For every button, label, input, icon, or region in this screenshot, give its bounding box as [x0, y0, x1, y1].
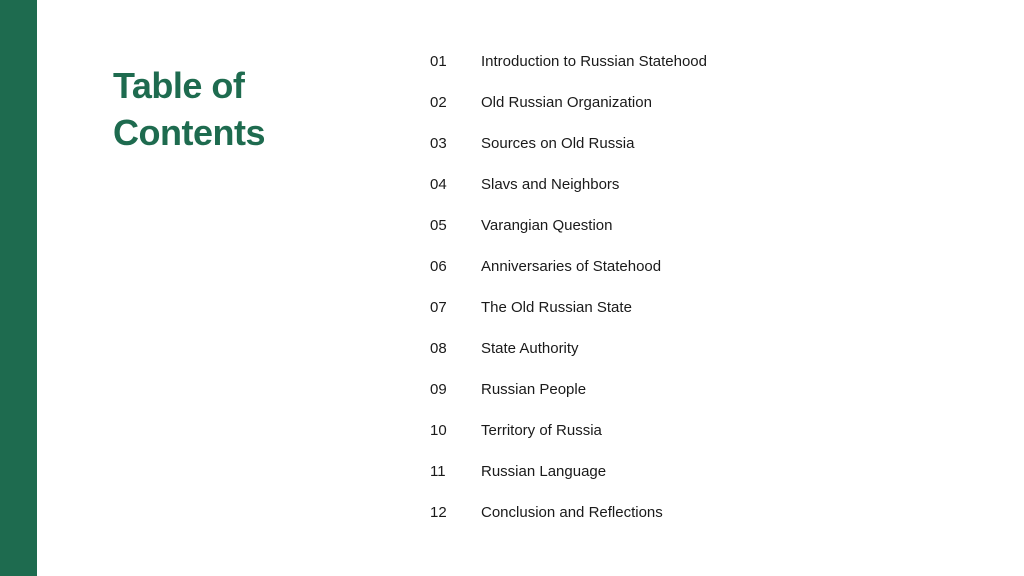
toc-item-12[interactable] — [430, 492, 707, 533]
toc-item-number: 11 — [430, 463, 446, 480]
toc-item-number: 05 — [430, 217, 447, 234]
toc-item-11[interactable] — [430, 451, 707, 492]
toc-item-label: Russian People — [481, 381, 587, 398]
toc-item-label: Conclusion and Reflections — [481, 504, 663, 521]
toc-item-label: Territory of Russia — [481, 422, 602, 439]
toc-item-02[interactable] — [430, 82, 707, 123]
toc-item-label: Old Russian Organization — [481, 94, 652, 111]
toc-item-label: Varangian Question — [481, 217, 613, 234]
toc-item-label: Sources on Old Russia — [481, 135, 635, 152]
toc-item-03[interactable] — [430, 123, 707, 164]
toc-item-number: 08 — [430, 340, 447, 357]
toc-item-05[interactable] — [430, 205, 707, 246]
toc-item-label: Russian Language — [481, 463, 607, 480]
toc-item-label: Slavs and Neighbors — [481, 176, 620, 193]
toc-item-10[interactable] — [430, 410, 707, 451]
toc-item-04[interactable] — [430, 164, 707, 205]
toc-item-number: 07 — [430, 299, 447, 316]
toc-item-label: State Authority — [481, 340, 579, 357]
page-title — [113, 62, 265, 156]
toc-item-number: 10 — [430, 422, 447, 439]
toc-item-06[interactable] — [430, 246, 707, 287]
page-title-line-2: Contents — [113, 112, 265, 153]
toc-item-label: Introduction to Russian Statehood — [481, 53, 707, 70]
toc-item-number: 01 — [430, 53, 447, 70]
side-accent-bar — [0, 0, 37, 576]
table-of-contents-list — [430, 41, 707, 533]
toc-item-number: 09 — [430, 381, 447, 398]
toc-item-01[interactable] — [430, 41, 707, 82]
toc-item-number: 03 — [430, 135, 447, 152]
toc-item-number: 02 — [430, 94, 447, 111]
toc-item-label: Anniversaries of Statehood — [481, 258, 662, 275]
toc-item-07[interactable] — [430, 287, 707, 328]
page-title-line-1: Table of — [113, 65, 245, 106]
toc-item-number: 12 — [430, 504, 447, 521]
toc-item-number: 06 — [430, 258, 447, 275]
toc-item-number: 04 — [430, 176, 447, 193]
toc-item-08[interactable] — [430, 328, 707, 369]
toc-item-label: The Old Russian State — [481, 299, 632, 316]
toc-item-09[interactable] — [430, 369, 707, 410]
